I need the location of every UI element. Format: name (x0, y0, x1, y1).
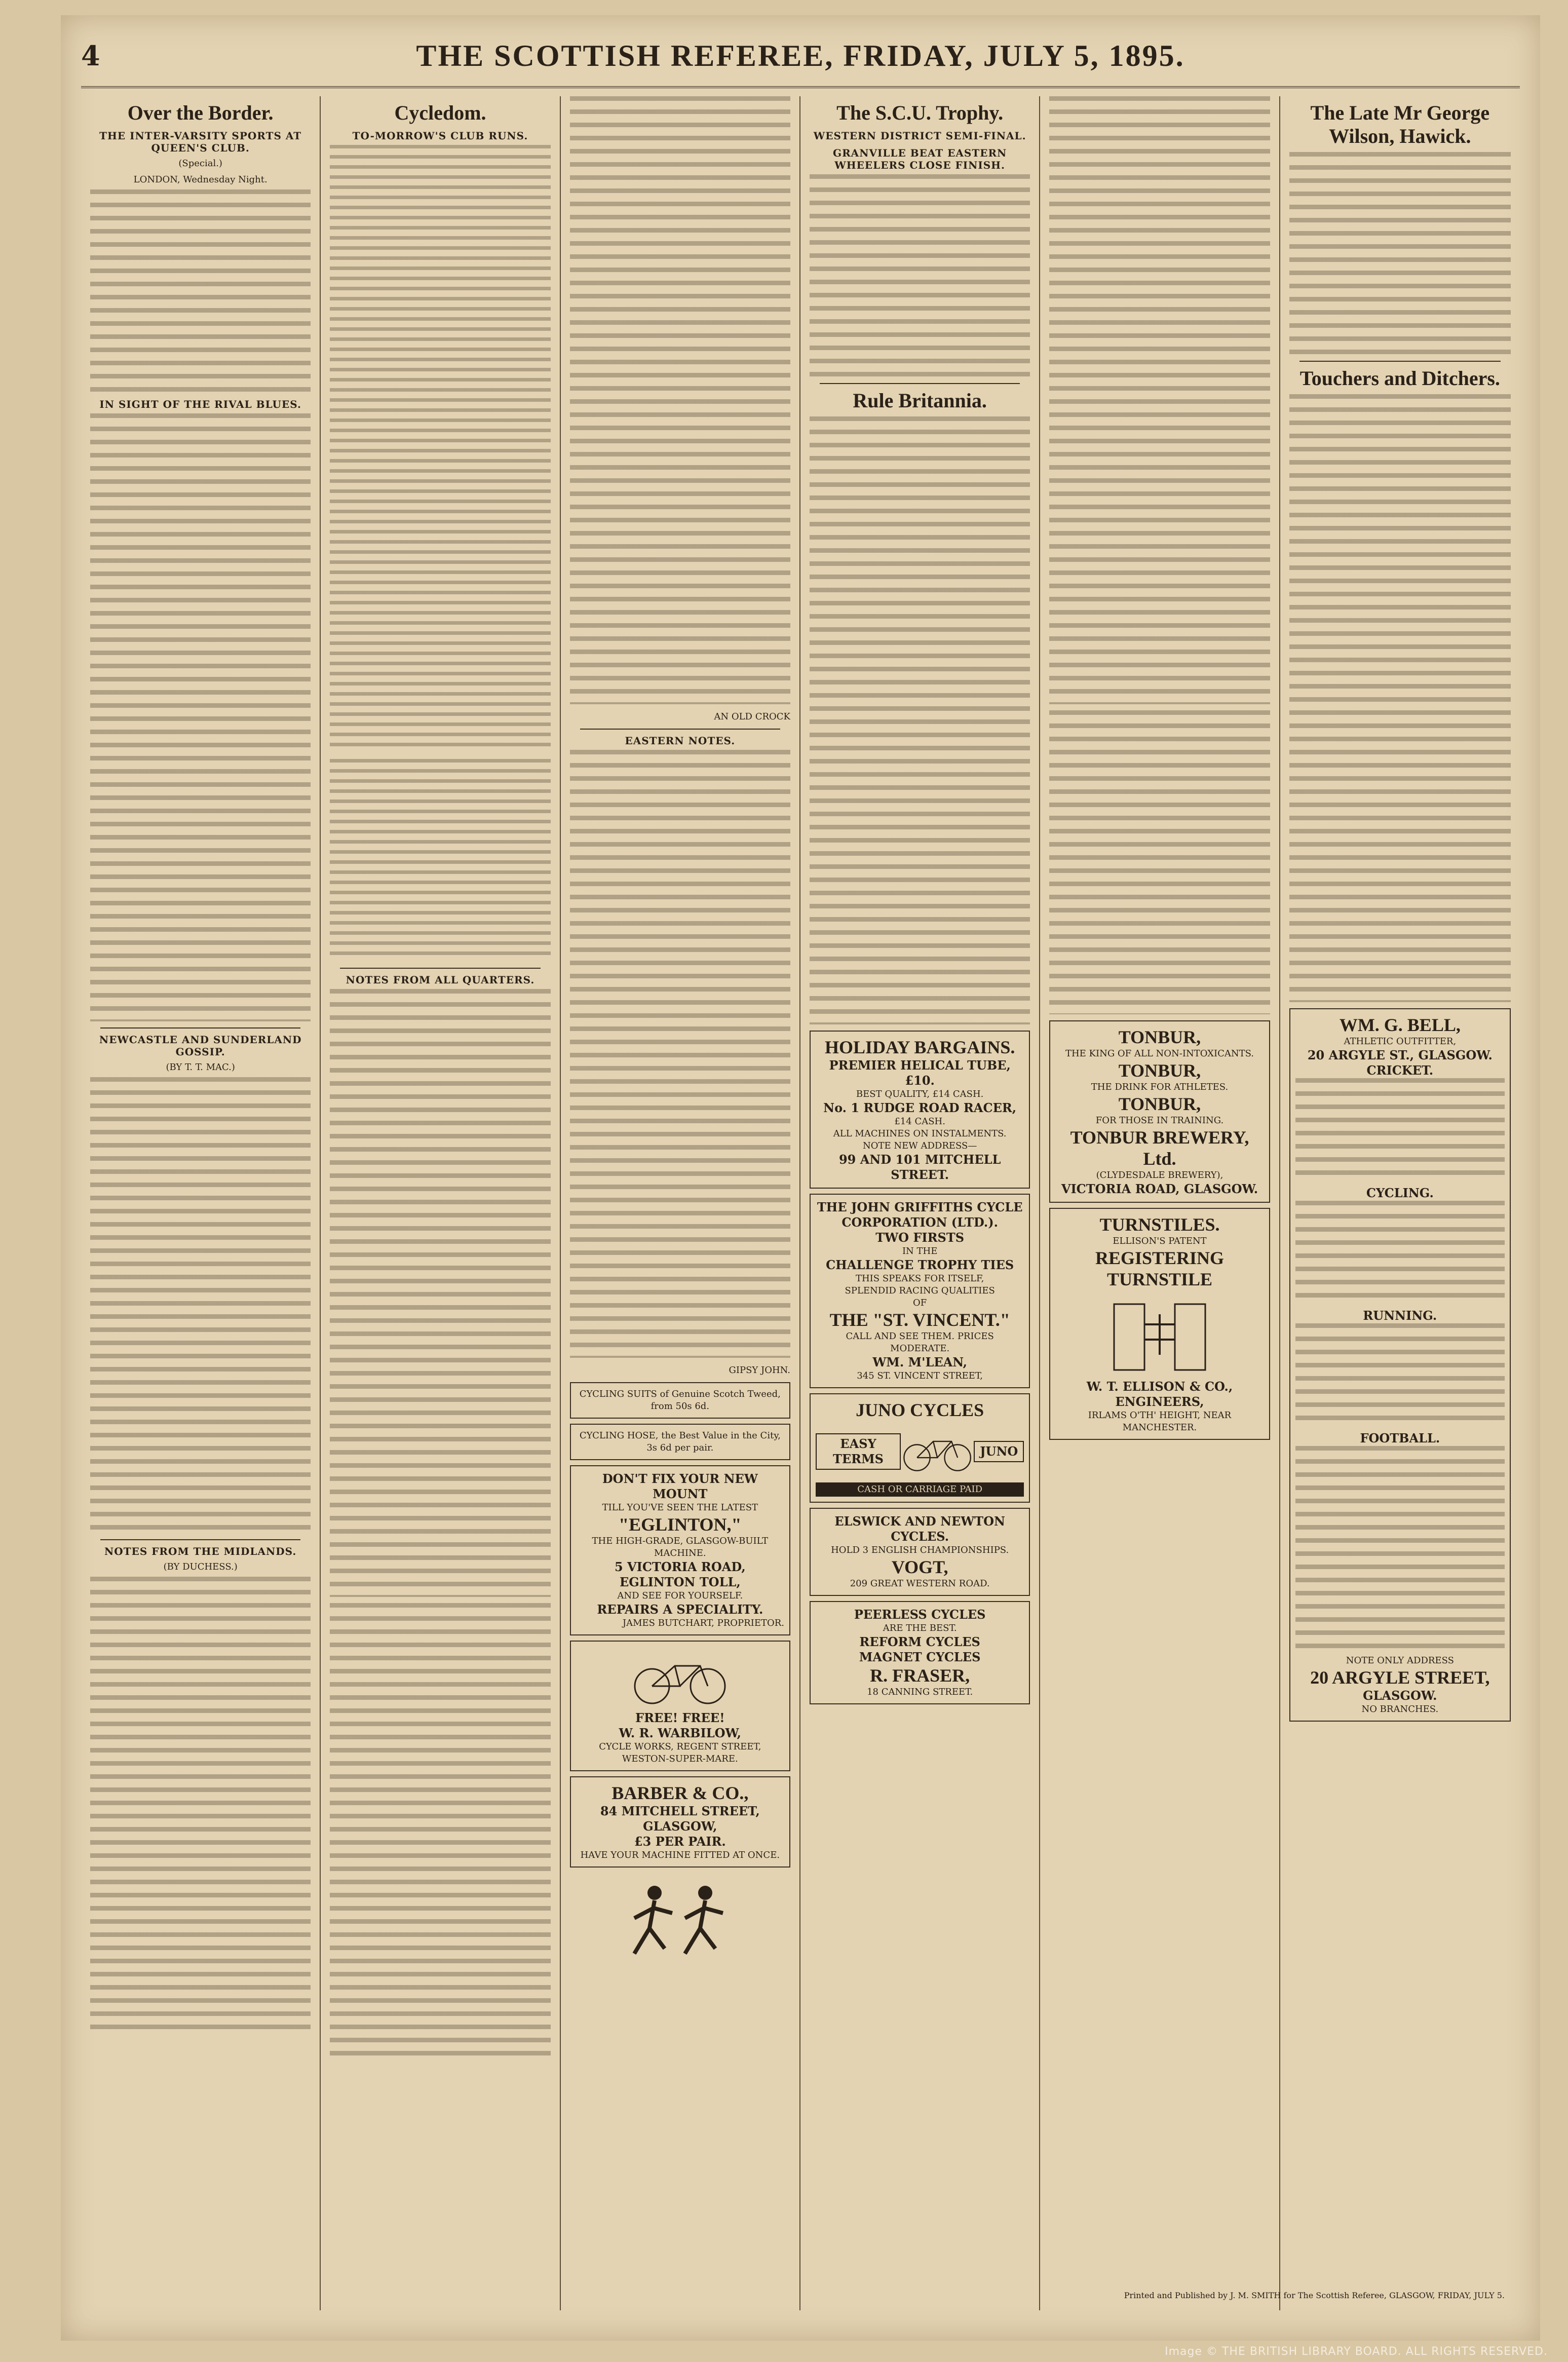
article-body (1289, 394, 1511, 1002)
article-body (570, 750, 790, 1358)
ad-holiday-bargains: HOLIDAY BARGAINS. PREMIER HELICAL TUBE, £10. BEST QUALITY, £14 CASH. No. 1 RUDGE ROAD RACER, £14 CASH. ALL MACHINES ON INSTALMENTS. NOTE NEW ADDRESS— 99 AND 101 MITCHELL STREET. (810, 1031, 1030, 1189)
article-body (330, 989, 550, 1597)
article-body (1049, 96, 1270, 704)
article-body (1049, 710, 1270, 1014)
column-2 (321, 96, 560, 2310)
club-runs-table (330, 145, 550, 753)
ad-peerless-cycles: PEERLESS CYCLES ARE THE BEST. REFORM CYCLES MAGNET CYCLES R. FRASER, 18 CANNING STREET. (810, 1601, 1030, 1704)
ad-turnstiles: TURNSTILES. ELLISON'S PATENT REGISTERING TURNSTILE W. T. ELLISON & CO., ENGINEERS, IRLAMS O'TH' HEIGHT, NEAR MANCHESTER. (1049, 1208, 1270, 1440)
headline-newcastle: NEWCASTLE AND SUNDERLAND GOSSIP. (99, 1034, 302, 1058)
article-body (810, 416, 1030, 1024)
subhead-notes-all-quarters: NOTES FROM ALL QUARTERS. (346, 974, 535, 986)
image-credit: Image © THE BRITISH LIBRARY BOARD. ALL RIGHTS RESERVED. (1165, 2345, 1548, 2358)
article-body (1289, 152, 1511, 355)
special-tag: (Special.) (178, 158, 222, 169)
article-body (90, 1577, 311, 2033)
ad-barber: BARBER & CO., 84 MITCHELL STREET, GLASGOW, £3 PER PAIR. HAVE YOUR MACHINE FITTED AT ONCE. (570, 1776, 790, 1868)
page-number: 4 (81, 40, 100, 72)
column-1 (81, 96, 321, 2310)
column-4 (800, 96, 1040, 2310)
subhead-rival-blues: IN SIGHT OF THE RIVAL BLUES. (99, 398, 301, 410)
subhead-granville: GRANVILLE BEAT EASTERN WHEELERS CLOSE FINISH. (832, 147, 1007, 171)
ad-warbilow: FREE! FREE! W. R. WARBILOW, CYCLE WORKS, REGENT STREET, WESTON-SUPER-MARE. (570, 1641, 790, 1771)
article-body (90, 413, 311, 1021)
headline-scu-trophy: The S.C.U. Trophy. (836, 101, 1004, 124)
masthead (81, 25, 1520, 88)
headline-george-wilson: The Late Mr George Wilson, Hawick. (1310, 101, 1490, 147)
article-body (90, 189, 311, 392)
ad-john-griffiths: THE JOHN GRIFFITHS CYCLE CORPORATION (LTD.). TWO FIRSTS IN THE CHALLENGE TROPHY TIES THIS SPEAKS FOR ITSELF, SPLENDID RACING QUALITIES OF THE "ST. VINCENT." CALL AND SEE THEM. PRICES MODERATE. WM. M'LEAN, 345 ST. VINCENT STREET, (810, 1194, 1030, 1388)
article-body (90, 1077, 311, 1533)
ad-cycling-suits: CYCLING SUITS of Genuine Scotch Tweed, from 50s 6d. (570, 1382, 790, 1419)
club-runs-table (330, 759, 550, 962)
ad-juno-cycles: JUNO CYCLES EASY TERMS JUNO CASH OR CARRIAGE PAID (810, 1393, 1030, 1503)
ad-eglinton: DON'T FIX YOUR NEW MOUNT TILL YOU'VE SEEN THE LATEST "EGLINTON," THE HIGH-GRADE, GLASGOW-BUILT MACHINE. 5 VICTORIA ROAD, EGLINTON TOLL, AND SEE FOR YOURSELF. REPAIRS A SPECIALITY. JAMES BUTCHART, PROPRIETOR. (570, 1465, 790, 1635)
headline-rule-britannia: Rule Britannia. (853, 389, 987, 412)
bicycle-illustration (629, 1651, 731, 1706)
headline-over-the-border: Over the Border. (127, 101, 274, 124)
article-body (330, 1603, 550, 2059)
column-5 (1040, 96, 1280, 2310)
signoff: AN OLD CROCK (714, 711, 790, 722)
headline-midlands: NOTES FROM THE MIDLANDS. (104, 1545, 297, 1557)
ad-cycling-hose: CYCLING HOSE, the Best Value in the City, 3s 6d per pair. (570, 1424, 790, 1460)
price-list (1295, 1323, 1505, 1425)
ad-tonbur: TONBUR, THE KING OF ALL NON-INTOXICANTS. TONBUR, THE DRINK FOR ATHLETES. TONBUR, FOR THOSE IN TRAINING. TONBUR BREWERY, Ltd. (CLYDESDALE BREWERY), VICTORIA ROAD, GLASGOW. (1049, 1020, 1270, 1203)
headline-cycledom: Cycledom. (394, 101, 486, 124)
signoff: GIPSY JOHN. (729, 1365, 790, 1376)
article-body (810, 174, 1030, 377)
price-list (1295, 1201, 1505, 1302)
turnstile-illustration (1104, 1294, 1215, 1375)
subhead-inter-varsity: THE INTER-VARSITY SPORTS AT QUEEN'S CLUB. (99, 130, 302, 154)
dateline: LONDON, Wednesday Night. (133, 174, 267, 185)
subhead-semi-final: WESTERN DISTRICT SEMI-FINAL. (813, 130, 1026, 142)
newspaper-page (61, 15, 1540, 2341)
subhead-eastern-notes: EASTERN NOTES. (625, 735, 736, 747)
headline-touchers-ditchers: Touchers and Ditchers. (1299, 367, 1500, 390)
ad-wm-g-bell: WM. G. BELL, ATHLETIC OUTFITTER, 20 ARGYLE ST., GLASGOW. CRICKET. CYCLING. RUNNING. FOOTBALL. NOTE ONLY ADDRESS 20 ARGYLE STREET, GLASGOW. NO BRANCHES. (1289, 1008, 1511, 1722)
article-body (570, 96, 790, 704)
price-list (1295, 1078, 1505, 1179)
column-6 (1280, 96, 1520, 2310)
newspaper-title: THE SCOTTISH REFEREE, FRIDAY, JULY 5, 1895. (416, 39, 1185, 72)
columns (81, 96, 1520, 2310)
subhead-club-runs: TO-MORROW'S CLUB RUNS. (352, 130, 528, 142)
runners-illustration (614, 1873, 746, 1974)
byline: (BY DUCHESS.) (163, 1561, 238, 1572)
price-list (1295, 1446, 1505, 1649)
ad-elswick-newton: ELSWICK AND NEWTON CYCLES. HOLD 3 ENGLISH CHAMPIONSHIPS. VOGT, 209 GREAT WESTERN ROAD. (810, 1508, 1030, 1596)
bicycle-illustration (901, 1424, 974, 1479)
byline: (BY T. T. MAC.) (166, 1062, 235, 1073)
column-3 (561, 96, 800, 2310)
printer-imprint: Printed and Published by J. M. SMITH for The Scottish Referee, GLASGOW, FRIDAY, JULY 5. (1124, 2291, 1505, 2300)
